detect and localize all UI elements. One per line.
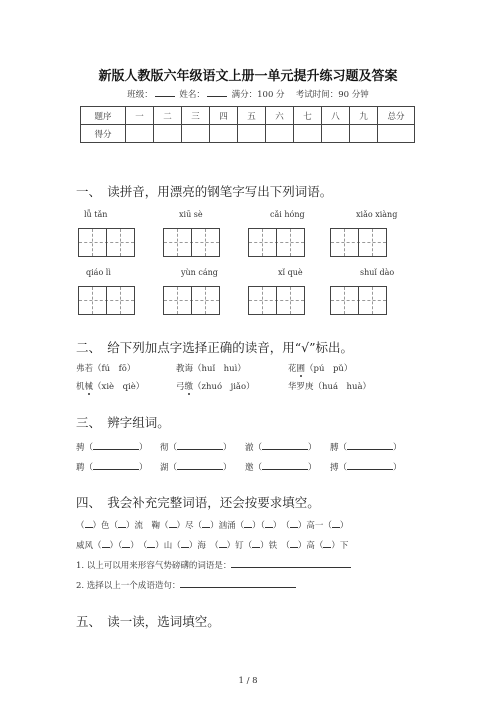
word-item: [160, 440, 232, 453]
score-cell[interactable]: [322, 125, 350, 143]
idiom-text: ）（: [252, 521, 265, 531]
idiom-text: ）下: [331, 541, 349, 551]
word-char: 搏（: [330, 463, 348, 473]
section5-heading: 五、 读一读，选词填空。: [76, 614, 220, 629]
word-close: ）: [139, 443, 148, 453]
section3-heading: 三、 辨字组词。: [76, 415, 170, 430]
class-label: 班级：: [127, 90, 153, 100]
writing-grid[interactable]: [248, 228, 305, 257]
reading-item: [76, 380, 144, 392]
score-label: 满分：100 分: [231, 90, 285, 100]
word-item: [160, 460, 232, 473]
word-blank[interactable]: [347, 460, 393, 470]
word-item: [76, 460, 148, 473]
idiom-text: ）海 （: [188, 541, 219, 551]
word-close: ）: [308, 463, 317, 473]
word-char: 彻（: [160, 443, 178, 453]
score-header-cell: 九: [350, 107, 378, 125]
idiom-blank[interactable]: [290, 538, 298, 548]
idiom-blank[interactable]: [265, 518, 273, 528]
word-blank[interactable]: [347, 440, 393, 450]
word-char: 骋（: [76, 443, 94, 453]
writing-grid[interactable]: [163, 286, 220, 315]
reading-item: [176, 380, 255, 392]
word-close: ）: [223, 463, 232, 473]
idiom-text: ）色（: [92, 521, 119, 531]
word-char: 湖（: [160, 463, 178, 473]
writing-grid[interactable]: [78, 228, 135, 257]
idiom-text: ） （: [130, 541, 148, 551]
reading-item-post[interactable]: （pú pǔ）: [305, 364, 353, 374]
writing-grid[interactable]: [330, 228, 387, 257]
score-table-header-row: [81, 107, 415, 125]
section2-heading: 二、 给下列加点字选择正确的读音，用“√”标出。: [76, 340, 353, 355]
score-cell[interactable]: [350, 125, 378, 143]
question-text: 1. 以上可以用来形容气势磅礴的词语是：: [76, 561, 232, 571]
word-close: ）: [393, 463, 402, 473]
score-header-cell: 七: [294, 107, 322, 125]
pinyin-label: shuǐ dào: [360, 268, 395, 277]
idiom-blank[interactable]: [169, 518, 177, 528]
score-row-label: 得分: [81, 125, 126, 143]
word-blank[interactable]: [93, 440, 139, 450]
score-cell[interactable]: [126, 125, 154, 143]
score-table: [80, 106, 415, 143]
idiom-text: ）流 鞠（: [126, 521, 169, 531]
pinyin-label: cǎi hóng: [270, 210, 305, 219]
reading-item-pre: 教诲（: [176, 364, 202, 374]
name-label: 姓名：: [179, 90, 205, 100]
pinyin-label: xǐ què: [278, 268, 303, 277]
score-cell[interactable]: [210, 125, 238, 143]
pinyin-label: yùn cáng: [181, 268, 218, 277]
score-header-cell: 三: [182, 107, 210, 125]
score-header-cell: 五: [238, 107, 266, 125]
answer-blank[interactable]: [231, 558, 351, 568]
score-header-cell: 二: [154, 107, 182, 125]
idiom-text: （: [76, 521, 85, 531]
idiom-blank[interactable]: [181, 538, 189, 548]
reading-item-pre: 弓: [176, 382, 185, 392]
word-item: [330, 460, 402, 473]
page-title: 新版人教版六年级语文上册一单元提升练习题及答案: [98, 69, 398, 84]
reading-item: [288, 362, 352, 374]
idiom-blank[interactable]: [118, 518, 126, 528]
score-cell[interactable]: [182, 125, 210, 143]
idiom-text: 威风（: [76, 541, 102, 551]
word-close: ）: [139, 463, 148, 473]
name-blank[interactable]: [207, 88, 227, 97]
score-table-score-row: [81, 125, 415, 143]
idiom-text: ）（: [109, 541, 123, 551]
word-close: ）: [223, 443, 232, 453]
reading-item: [288, 380, 371, 392]
exam-info: [0, 88, 496, 100]
idiom-blank[interactable]: [290, 518, 298, 528]
writing-grid[interactable]: [330, 286, 387, 315]
word-close: ）: [308, 443, 317, 453]
dotted-char: 械: [84, 382, 94, 392]
reading-item-pre: 花: [288, 364, 297, 374]
score-header-cell: 题序: [81, 107, 126, 125]
word-blank[interactable]: [177, 440, 223, 450]
idiom-text: ） （: [272, 521, 290, 531]
dotted-char: 缴: [184, 382, 194, 392]
word-char: 膊（: [330, 443, 348, 453]
page-number: 1 / 8: [238, 676, 258, 686]
reading-item-pre: 弗若（: [76, 364, 102, 374]
idiom-blank[interactable]: [219, 538, 227, 548]
idiom-line-1: [76, 518, 348, 531]
idiom-blank[interactable]: [252, 538, 260, 548]
idiom-blank[interactable]: [85, 518, 93, 528]
score-header-cell: 总分: [378, 107, 415, 125]
writing-grid[interactable]: [248, 286, 305, 315]
score-cell[interactable]: [378, 125, 415, 143]
score-cell[interactable]: [238, 125, 266, 143]
writing-grid[interactable]: [78, 286, 135, 315]
pinyin-label: xiǎo xiàng: [356, 210, 398, 219]
question-text: 2. 选择以上一个成语造句：: [76, 581, 181, 591]
idiom-text: ）汹涌（: [210, 521, 245, 531]
idiom-text: ）钉（: [226, 541, 253, 551]
reading-item-post[interactable]: （xiè qiè）: [93, 382, 145, 392]
idiom-text: ）高（: [297, 541, 324, 551]
reading-item: [76, 362, 135, 374]
time-label: 考试时间：90 分钟: [295, 90, 369, 100]
score-cell[interactable]: [266, 125, 294, 143]
idiom-blank[interactable]: [202, 518, 210, 528]
idiom-text: ）山（: [155, 541, 181, 551]
word-blank[interactable]: [262, 440, 308, 450]
word-char: 邀（: [245, 463, 263, 473]
reading-item-post[interactable]: （zhuó jiǎo）: [193, 382, 255, 392]
word-char: 澈（: [245, 443, 263, 453]
reading-item-post[interactable]: fú fō）: [101, 364, 136, 374]
reading-item-pre: 华罗庚（: [288, 382, 323, 392]
reading-item-post[interactable]: huá huà）: [322, 382, 372, 392]
idiom-line-2: [76, 538, 348, 551]
section1-heading: 一、 读拼音，用漂亮的钢笔字写出下列词语。: [76, 184, 333, 199]
pinyin-label: xiū sè: [179, 210, 203, 219]
word-blank[interactable]: [177, 460, 223, 470]
word-blank[interactable]: [93, 460, 139, 470]
score-header-cell: 一: [126, 107, 154, 125]
reading-item-post[interactable]: huǐ huì）: [201, 364, 246, 374]
word-item: [330, 440, 402, 453]
pinyin-label: qiáo lì: [86, 268, 111, 277]
word-close: ）: [393, 443, 402, 453]
class-blank[interactable]: [155, 88, 175, 97]
idiom-blank[interactable]: [332, 518, 340, 528]
score-cell[interactable]: [294, 125, 322, 143]
score-header-cell: 四: [210, 107, 238, 125]
idiom-text: ）高一（: [297, 521, 332, 531]
idiom-text: ）: [339, 521, 349, 531]
idiom-text: ）尽（: [176, 521, 203, 531]
writing-grid[interactable]: [163, 228, 220, 257]
word-char: 聘（: [76, 463, 94, 473]
section4-heading: 四、 我会补充完整词语，还会按要求填空。: [76, 495, 320, 510]
reading-item: [176, 362, 246, 374]
idiom-question-1: [76, 558, 351, 571]
score-cell[interactable]: [154, 125, 182, 143]
word-item: [245, 440, 317, 453]
word-item: [245, 460, 317, 473]
reading-item-pre: 机: [76, 382, 85, 392]
dotted-char: 圃: [296, 364, 306, 374]
idiom-text: ）铁 （: [260, 541, 290, 551]
score-header-cell: 八: [322, 107, 350, 125]
idiom-blank[interactable]: [244, 518, 252, 528]
answer-blank[interactable]: [180, 578, 296, 588]
idiom-blank[interactable]: [102, 538, 110, 548]
idiom-question-2: [76, 578, 296, 591]
word-item: [76, 440, 148, 453]
word-blank[interactable]: [262, 460, 308, 470]
pinyin-label: lǚ tǎn: [84, 210, 108, 219]
score-header-cell: 六: [266, 107, 294, 125]
